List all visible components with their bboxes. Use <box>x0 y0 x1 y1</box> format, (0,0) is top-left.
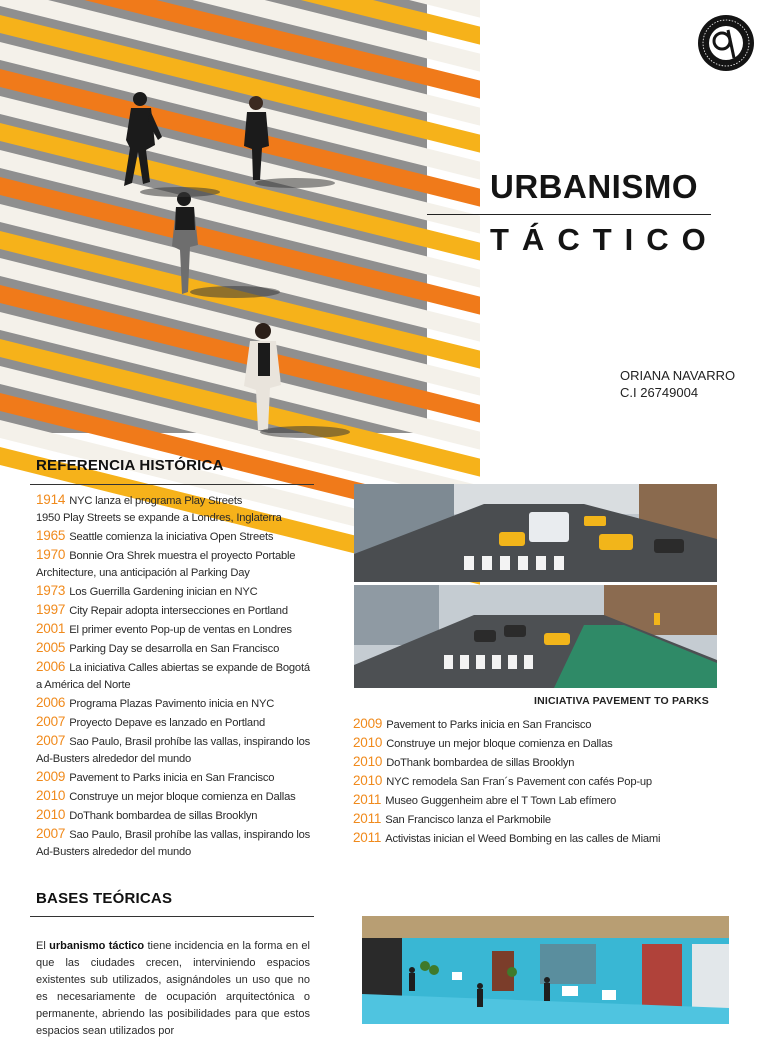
timeline-year: 1973 <box>36 583 66 598</box>
timeline-year: 1914 <box>36 492 66 507</box>
timeline-year: 2011 <box>353 811 382 826</box>
timeline-text: DoThank bombardea de sillas Brooklyn <box>386 757 575 769</box>
timeline-entry <box>36 639 316 658</box>
timeline-text: NYC remodela San Fran´s Pavement con cafés Pop-up <box>386 776 652 788</box>
bases-rest: tiene incidencia en la forma en el que las ciudades crecen, interviniendo espacios existentes sub utilizados, asignándoles un uso que no es necesariamente de ocupación arquitectónica o permanente, abriendo las posibilidades para que estos espacios sean utilizados por <box>36 940 310 1037</box>
timeline-entry <box>36 546 316 582</box>
timeline-text: Programa Plazas Pavimento inicia en NYC <box>69 698 275 710</box>
timeline-entry <box>36 768 316 787</box>
timeline-year: 1965 <box>36 528 66 543</box>
timeline-text: Sao Paulo, Brasil prohíbe las vallas, inspirando los Ad-Busters alrededor del mundo <box>36 736 311 765</box>
timeline-text: Pavement to Parks inicia en San Francisco <box>69 772 275 784</box>
section-heading-teoricas: BASES TEÓRICAS <box>36 890 173 907</box>
timeline-text: Sao Paulo, Brasil prohíbe las vallas, inspirando los Ad-Busters alrededor del mundo <box>36 829 311 858</box>
title-line-2: TÁCTICO <box>490 222 719 257</box>
timeline-text: Los Guerrilla Gardening inician en NYC <box>69 586 258 598</box>
bases-paragraph <box>36 938 310 1040</box>
timeline-text: La iniciativa Calles abiertas se expande de Bogotá a América del Norte <box>36 662 310 691</box>
timeline-year: 2010 <box>353 735 383 750</box>
timeline-text: 1950 Play Streets se expande a Londres, Inglaterra <box>36 512 282 524</box>
timeline-year: 2010 <box>353 773 383 788</box>
crosswalk-illustration <box>0 0 427 433</box>
title-line-1: URBANISMO <box>490 168 698 205</box>
photo-caption: INICIATIVA PAVEMENT TO PARKS <box>534 695 709 707</box>
author-block <box>620 367 735 401</box>
timeline-entry <box>36 787 316 806</box>
timeline-year: 2007 <box>36 826 66 841</box>
timeline-year: 1970 <box>36 547 66 562</box>
hero-crosswalk-image <box>0 0 427 433</box>
timeline-year: 2001 <box>36 621 66 636</box>
timeline-text: Pavement to Parks inicia en San Francisco <box>386 719 592 731</box>
timeline-text: Proyecto Depave es lanzado en Portland <box>69 717 266 729</box>
section-divider-teoricas <box>30 916 314 917</box>
bases-intro: El <box>36 940 50 952</box>
timeline-text: Museo Guggenheim abre el T Town Lab efímero <box>385 795 617 807</box>
timeline-year: 2010 <box>36 788 66 803</box>
timeline-year: 2011 <box>353 830 382 845</box>
author-name: ORIANA NAVARRO <box>620 368 736 383</box>
timeline-text: Parking Day se desarrolla en San Francisco <box>69 643 280 655</box>
timeline-entry <box>36 620 316 639</box>
timeline-text: DoThank bombardea de sillas Brooklyn <box>69 810 258 822</box>
timeline-entry <box>36 658 316 694</box>
timeline-year: 2005 <box>36 640 66 655</box>
timeline-year: 2010 <box>36 807 66 822</box>
timeline-year: 2009 <box>353 716 383 731</box>
timeline-year: 2006 <box>36 659 66 674</box>
timeline-entry <box>36 491 316 510</box>
timeline-year: 2010 <box>353 754 383 769</box>
timeline-year: 2011 <box>353 792 382 807</box>
timeline-text: Construye un mejor bloque comienza en Dallas <box>69 791 296 803</box>
timeline-text: Seattle comienza la iniciativa Open Streets <box>69 531 274 543</box>
timeline-year: 2006 <box>36 695 66 710</box>
bases-highlight: urbanismo táctico <box>49 940 145 952</box>
timeline-text: NYC lanza el programa Play Streets <box>69 495 243 507</box>
timeline-entry <box>353 753 733 772</box>
author-logo <box>697 14 755 72</box>
timeline-entry <box>353 810 733 829</box>
timeline-text: El primer evento Pop-up de ventas en Londres <box>69 624 292 636</box>
timeline-entry <box>36 806 316 825</box>
timeline-year: 2007 <box>36 733 66 748</box>
timeline-text: San Francisco lanza el Parkmobile <box>385 814 551 826</box>
timeline-year: 2009 <box>36 769 66 784</box>
section-divider-historica <box>30 484 314 485</box>
title-divider <box>427 214 711 215</box>
timeline-text: City Repair adopta intersecciones en Portland <box>69 605 288 617</box>
timeline-entry <box>36 694 316 713</box>
timeline-entry <box>36 732 316 768</box>
timeline-entry <box>353 772 733 791</box>
timeline-entry <box>36 582 316 601</box>
blue-plaza-photo <box>362 916 729 1024</box>
timeline-entry <box>353 734 733 753</box>
timeline-year: 1997 <box>36 602 66 617</box>
timeline-text: Construye un mejor bloque comienza en Dallas <box>386 738 613 750</box>
timeline-entry <box>353 715 733 734</box>
timeline-entry <box>36 713 316 732</box>
timeline-entry <box>353 791 733 810</box>
timeline-entry <box>353 829 733 848</box>
street-photo-before <box>354 484 717 582</box>
timeline-year: 2007 <box>36 714 66 729</box>
timeline-entry <box>36 527 316 546</box>
timeline-text: Activistas inician el Weed Bombing en las calles de Miami <box>385 833 661 845</box>
timeline-right <box>353 715 733 848</box>
author-id: C.I 26749004 <box>620 385 699 400</box>
timeline-text: Bonnie Ora Shrek muestra el proyecto Portable Architecture, una anticipación al Parking Day <box>36 550 296 579</box>
street-photo-after <box>354 585 717 688</box>
timeline-entry <box>36 510 316 527</box>
timeline-left <box>36 491 316 861</box>
timeline-entry <box>36 601 316 620</box>
section-heading-historica: REFERENCIA HISTÓRICA <box>36 457 224 474</box>
timeline-entry <box>36 825 316 861</box>
